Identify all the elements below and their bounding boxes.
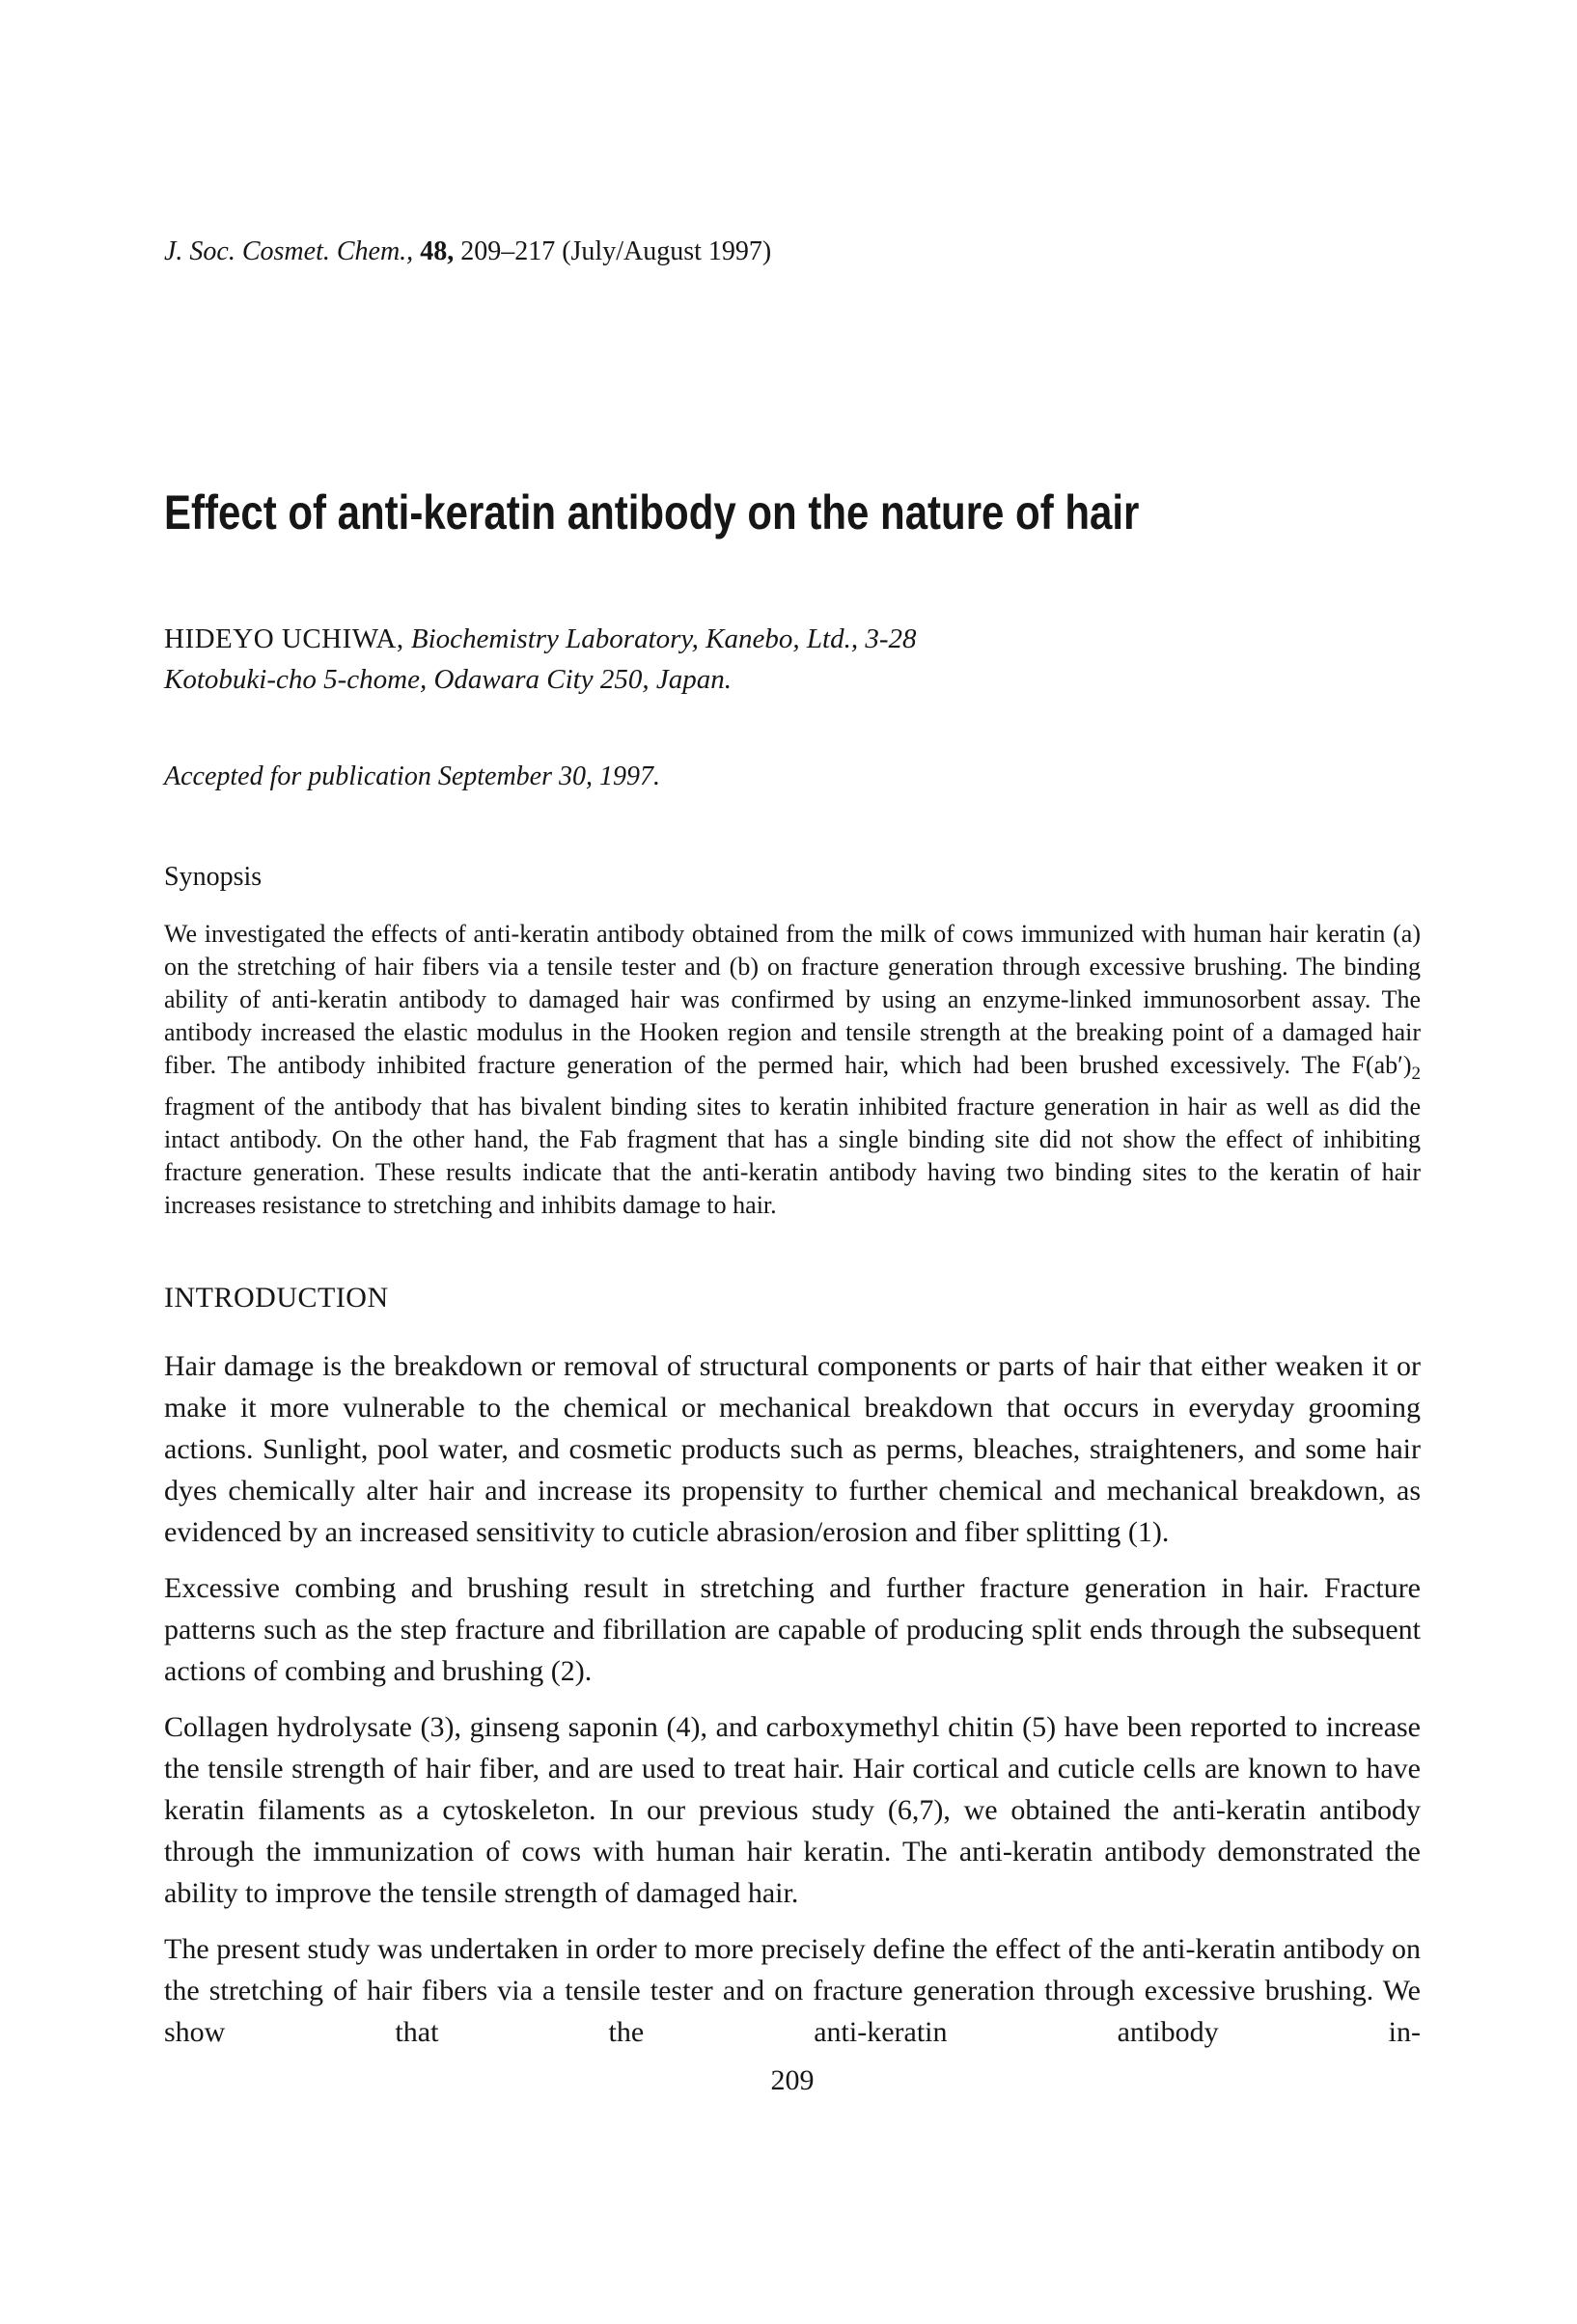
accepted-for-publication-note: Accepted for publication September 30, 1997. — [164, 761, 660, 791]
journal-name: J. Soc. Cosmet. Chem., — [164, 236, 414, 266]
author-block — [164, 619, 1421, 700]
page-content-column — [164, 0, 1421, 2097]
intro-paragraph-2: Excessive combing and brushing result in stretching and further fracture generation in hair. Fracture patterns such as the step fracture and fibrillation are capable of producing split ends through the subsequent actions of combing and brushing (2). — [164, 1572, 1421, 1687]
intro-paragraph-4: The present study was undertaken in order to more precisely define the effect of the anti-keratin antibody on the stretching of hair fibers via a tensile tester and on fracture generation through excessive brushing. We show that the anti-keratin antibody in- — [164, 1933, 1421, 2048]
author-affiliation-line2: Kotobuki-cho 5-chome, Odawara City 250, Japan. — [164, 664, 732, 695]
intro-paragraph-3: Collagen hydrolysate (3), ginseng saponin (4), and carboxymethyl chitin (5) have been reported to increase the tensile strength of hair fiber, and are used to treat hair. Hair cortical and cuticle cells are known to have keratin filaments as a cytoskeleton. In our previous study (6,7), we obtained the anti-keratin antibody through the immunization of cows with human hair keratin. The anti-keratin antibody demonstrated the ability to improve the tensile strength of damaged hair. — [164, 1711, 1421, 1909]
section-heading-introduction: INTRODUCTION — [164, 1282, 389, 1314]
synopsis-text-part2: fragment of the antibody that has bivalent binding sites to keratin inhibited fracture generation in hair as well as did the intact antibody. On the other hand, the Fab fragment that has a single binding site did not show the effect of inhibiting fracture generation. These results indicate that the anti-keratin antibody having two binding sites to the keratin of hair increases resistance to stretching and inhibits damage to hair. — [164, 1093, 1421, 1219]
synopsis-body — [164, 918, 1421, 1222]
author-affiliation-line1: Biochemistry Laboratory, Kanebo, Ltd., 3-28 — [403, 623, 917, 654]
page-number: 209 — [770, 2064, 815, 2096]
synopsis-text-part1: We investigated the effects of anti-keratin antibody obtained from the milk of cows immunized with human hair keratin (a) on the stretching of hair fibers via a tensile tester and (b) on fracture generation through excessive brushing. The binding ability of anti-keratin antibody to damaged hair was confirmed by using an enzyme-linked immunosorbent assay. The antibody increased the elastic modulus in the Hooken region and tensile strength at the breaking point of a damaged hair fiber. The antibody inhibited fracture generation of the permed hair, which had been brushed excessively. The F(ab′) — [164, 920, 1421, 1079]
author-name: HIDEYO UCHIWA, — [164, 623, 404, 654]
article-title: Effect of anti-keratin antibody on the nature of hair — [164, 485, 1140, 540]
synopsis-heading: Synopsis — [164, 862, 263, 892]
journal-issue-info: 209–217 (July/August 1997) — [454, 236, 772, 266]
synopsis-subscript-2: 2 — [1411, 1064, 1421, 1084]
journal-reference-line — [164, 0, 1421, 267]
intro-paragraph-1: Hair damage is the breakdown or removal of structural components or parts of hair that either weaken it or make it more vulnerable to the chemical or mechanical breakdown that occurs in everyday grooming actions. Sunlight, pool water, and cosmetic products such as perms, bleaches, straighteners, and some hair dyes chemically alter hair and increase its propensity to further chemical and mechanical breakdown, as evidenced by an increased sensitivity to cuticle abrasion/erosion and fiber splitting (1). — [164, 1350, 1421, 1548]
journal-volume: 48, — [413, 236, 455, 266]
